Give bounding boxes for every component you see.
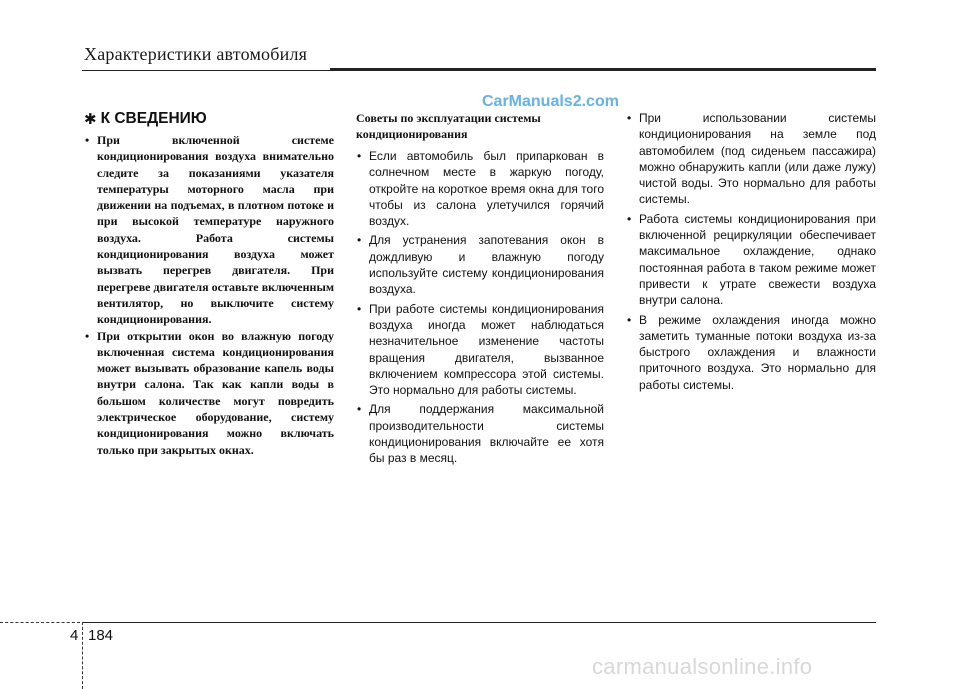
asterisk-icon: ✱ — [84, 111, 97, 128]
notice-item: • При включенной системе кондиционирования воздуха внимательно следите за показаниями указателя температуры моторного масла при движении на подъемах, в плотном потоке и при высокой температуре наружного воздуха. Работа системы кондиционирования воздуха может вызвать перегрев двигателя. При перегреве двигателя оставьте включенным вентилятор, но выключите систему кондиционирования. — [84, 132, 334, 328]
footer-rule — [82, 622, 876, 623]
notice-column — [84, 110, 334, 458]
tips-title: Советы по эксплуатации системы кондиционирования — [356, 111, 541, 141]
notice-heading-text: К СВЕДЕНИЮ — [100, 110, 207, 127]
more-tips-item: • В режиме охлаждения иногда можно заметить туманные потоки воздуха из-за быстрого охлаждения и влажности приточного воздуха. Это нормально для работы системы. — [626, 312, 876, 393]
tips-item: • Для поддержания максимальной производительности системы кондиционирования включайте ее хотя бы раз в месяц. — [356, 401, 604, 466]
notice-item: • При открытии окон во влажную погоду включенная система кондиционирования может вызывать образование капель воды внутри салона. Так как капли воды в большом количестве могут повредить электрическое оборудование, систему кондиционирования можно включать только при закрытых окнах. — [84, 328, 334, 458]
page-header-title: Характеристики автомобиля — [84, 44, 308, 64]
watermark-carmanuals2: CarManuals2.com — [482, 93, 619, 110]
notice-heading — [84, 110, 334, 128]
header-rule-thin — [82, 70, 330, 71]
more-tips-column — [626, 110, 876, 396]
tips-item: • При работе системы кондиционирования воздуха иногда может наблюдаться незначительное изменение частоты вращения двигателя, вызванное включением компрессора этой системы. Это нормально для работы системы. — [356, 301, 604, 399]
page-number: 184 — [88, 627, 114, 644]
tips-item: • Если автомобиль был припаркован в солнечном месте в жаркую погоду, откройте на короткое время окна для того чтобы из салона улетучился горячий воздух. — [356, 148, 604, 229]
tips-list — [356, 148, 604, 467]
chapter-number: 4 — [70, 627, 79, 644]
footer-dashed-vertical — [82, 622, 83, 689]
tips-column — [356, 110, 604, 470]
header-rule-thick — [330, 68, 876, 71]
more-tips-list — [626, 110, 876, 393]
footer-dashed-line — [0, 622, 80, 623]
more-tips-item: • Работа системы кондиционирования при включенной рециркуляции обеспечивает максимальное охлаждение, однако постоянная работа в таком режиме может привести к утрате свежести воздуха внутри салона. — [626, 211, 876, 309]
more-tips-item: • При использовании системы кондиционирования на земле под автомобилем (под сиденьем пассажира) можно обнаружить капли (или даже лужу) чистой воды. Это нормально для работы системы. — [626, 110, 876, 208]
notice-list — [84, 132, 334, 458]
watermark-carmanualsonline: carmanualsonline.info — [592, 654, 813, 679]
tips-item: • Для устранения запотевания окон в дождливую и влажную погоду используйте систему кондиционирования воздуха. — [356, 232, 604, 297]
